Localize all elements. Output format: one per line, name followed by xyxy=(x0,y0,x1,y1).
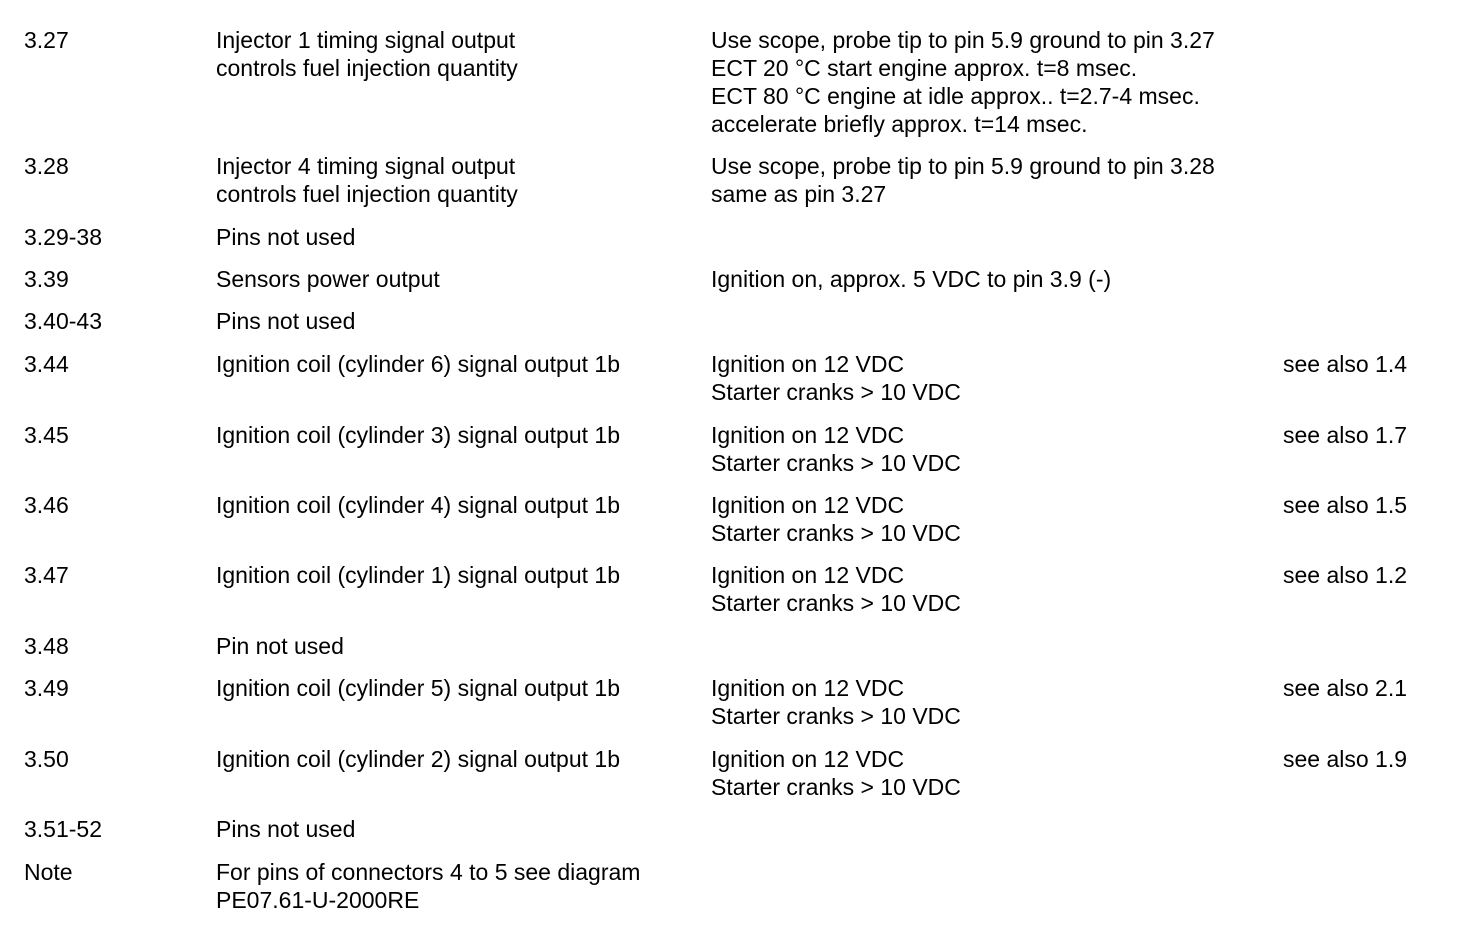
test-procedure xyxy=(711,674,961,730)
function-line: Pin not used xyxy=(216,633,344,659)
test-line: Ignition on 12 VDC xyxy=(711,746,905,772)
test-line: ECT 80 °C engine at idle approx.. t=2.7-4 msec. xyxy=(711,83,1200,109)
cross-reference: see also 1.5 xyxy=(1283,492,1408,518)
test-line: Ignition on 12 VDC xyxy=(711,351,905,377)
pin-function xyxy=(216,674,620,702)
function-line: Ignition coil (cylinder 2) signal output 1b xyxy=(216,746,621,772)
test-procedure xyxy=(711,421,961,477)
test-procedure xyxy=(711,350,961,406)
pin-function xyxy=(216,26,518,82)
pin-function xyxy=(216,350,620,378)
pin-number: 3.45 xyxy=(24,422,69,448)
cross-reference: see also 1.9 xyxy=(1283,746,1408,772)
test-procedure xyxy=(711,745,961,801)
test-procedure xyxy=(711,26,1215,138)
pin-function xyxy=(216,491,620,519)
pin-number: 3.44 xyxy=(24,351,69,377)
pin-function xyxy=(216,307,355,335)
test-line: accelerate briefly approx. t=14 msec. xyxy=(711,111,1088,137)
function-line: Ignition coil (cylinder 5) signal output 1b xyxy=(216,675,621,701)
function-line: controls fuel injection quantity xyxy=(216,181,518,207)
test-line: same as pin 3.27 xyxy=(711,181,887,207)
test-line: Starter cranks > 10 VDC xyxy=(711,703,961,729)
test-line: Ignition on 12 VDC xyxy=(711,675,905,701)
test-line: Use scope, probe tip to pin 5.9 ground to pin 3.27 xyxy=(711,27,1215,53)
pin-function xyxy=(216,858,640,914)
function-line: Ignition coil (cylinder 6) signal output 1b xyxy=(216,351,621,377)
function-line: Injector 1 timing signal output xyxy=(216,27,516,53)
test-procedure xyxy=(711,265,1111,293)
test-line: Starter cranks > 10 VDC xyxy=(711,379,961,405)
pin-number: 3.29-38 xyxy=(24,224,103,250)
test-line: Ignition on 12 VDC xyxy=(711,422,905,448)
test-procedure xyxy=(711,152,1215,208)
pin-function xyxy=(216,815,355,843)
function-line: controls fuel injection quantity xyxy=(216,55,518,81)
test-procedure xyxy=(711,491,961,547)
test-line: Ignition on 12 VDC xyxy=(711,562,905,588)
pin-number: 3.49 xyxy=(24,675,69,701)
cross-reference: see also 1.2 xyxy=(1283,562,1408,588)
cross-reference: see also 2.1 xyxy=(1283,675,1408,701)
function-line: PE07.61-U-2000RE xyxy=(216,887,420,913)
function-line: Pins not used xyxy=(216,816,356,842)
test-line: Use scope, probe tip to pin 5.9 ground to pin 3.28 xyxy=(711,153,1215,179)
test-line: Starter cranks > 10 VDC xyxy=(711,450,961,476)
pin-function xyxy=(216,265,440,293)
pin-function xyxy=(216,745,620,773)
pin-number: 3.46 xyxy=(24,492,69,518)
pin-function xyxy=(216,632,344,660)
pin-number: 3.27 xyxy=(24,27,69,53)
pin-number: 3.51-52 xyxy=(24,816,103,842)
function-line: Ignition coil (cylinder 4) signal output 1b xyxy=(216,492,621,518)
pin-function xyxy=(216,561,620,589)
function-line: Pins not used xyxy=(216,308,356,334)
function-line: Injector 4 timing signal output xyxy=(216,153,516,179)
pin-number: 3.48 xyxy=(24,633,69,659)
function-line: Ignition coil (cylinder 3) signal output 1b xyxy=(216,422,621,448)
function-line: For pins of connectors 4 to 5 see diagram xyxy=(216,859,641,885)
pin-number: 3.28 xyxy=(24,153,69,179)
pin-function xyxy=(216,152,518,208)
pin-number: 3.47 xyxy=(24,562,69,588)
pin-function xyxy=(216,223,355,251)
cross-reference: see also 1.4 xyxy=(1283,351,1408,377)
pin-number: Note xyxy=(24,859,73,885)
cross-reference: see also 1.7 xyxy=(1283,422,1408,448)
pin-number: 3.50 xyxy=(24,746,69,772)
pin-function xyxy=(216,421,620,449)
test-line: Starter cranks > 10 VDC xyxy=(711,774,961,800)
test-line: Starter cranks > 10 VDC xyxy=(711,520,961,546)
function-line: Pins not used xyxy=(216,224,356,250)
function-line: Sensors power output xyxy=(216,266,440,292)
pin-number: 3.40-43 xyxy=(24,308,103,334)
pin-number: 3.39 xyxy=(24,266,69,292)
test-line: Ignition on, approx. 5 VDC to pin 3.9 (-) xyxy=(711,266,1112,292)
test-procedure xyxy=(711,561,961,617)
test-line: Starter cranks > 10 VDC xyxy=(711,590,961,616)
test-line: ECT 20 °C start engine approx. t=8 msec. xyxy=(711,55,1138,81)
test-line: Ignition on 12 VDC xyxy=(711,492,905,518)
function-line: Ignition coil (cylinder 1) signal output 1b xyxy=(216,562,621,588)
